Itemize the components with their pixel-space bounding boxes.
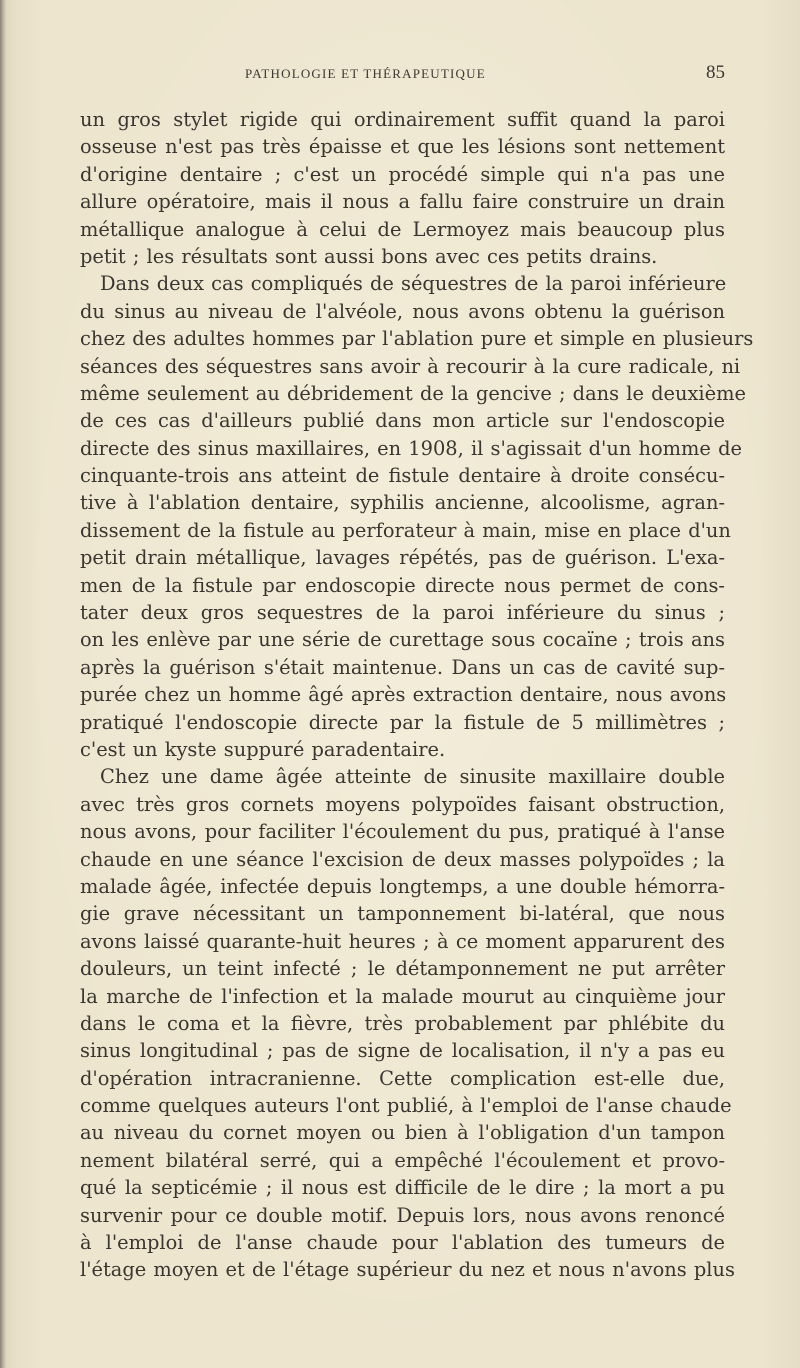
text-line: métallique analogue à celui de Lermoyez mais beaucoup plus [80, 217, 725, 241]
text-line: séances des séquestres sans avoir à recourir à la cure radicale, ni [80, 354, 741, 378]
text-line: survenir pour ce double motif. Depuis lors, nous avons renoncé [80, 1203, 725, 1227]
text-line: purée chez un homme âgé après extraction dentaire, nous avons [80, 683, 727, 707]
text-line: tive à l'ablation dentaire, syphilis ancienne, alcoolisme, agran- [80, 491, 725, 515]
text-line: après la guérison s'était maintenue. Dans un cas de cavité sup- [80, 655, 725, 679]
text-line: sinus longitudinal ; pas de signe de localisation, il n'y a pas eu [80, 1039, 725, 1063]
text-line: d'opération intracranienne. Cette complication est-elle due, [80, 1066, 725, 1090]
page-number: 85 [706, 62, 725, 83]
text-line: l'étage moyen et de l'étage supérieur du nez et nous n'avons plus [80, 1258, 735, 1282]
text-line: à l'emploi de l'anse chaude pour l'ablation des tumeurs de [80, 1231, 725, 1255]
text-line: petit drain métallique, lavages répétés, pas de guérison. L'exa- [80, 546, 725, 570]
running-head: PATHOLOGIE ET THÉRAPEUTIQUE [245, 66, 486, 81]
text-line: qué la septicémie ; il nous est difficile de le dire ; la mort a pu [80, 1176, 725, 1200]
text-line: un gros stylet rigide qui ordinairement suffit quand la paroi [80, 108, 725, 131]
text-line: au niveau du cornet moyen ou bien à l'obligation d'un tampon [80, 1121, 725, 1145]
text-line: avec très gros cornets moyens polypoïdes faisant obstruction, [80, 792, 725, 816]
text-line: petit ; les résultats sont aussi bons avec ces petits drains. [80, 244, 658, 268]
text-line: de ces cas d'ailleurs publié dans mon article sur l'endoscopie [80, 409, 725, 433]
text-line: cinquante-trois ans atteint de fistule dentaire à droite consécu- [80, 464, 725, 488]
text-line: nement bilatéral serré, qui a empêché l'écoulement et provo- [80, 1148, 725, 1172]
text-line: douleurs, un teint infecté ; le détamponnement ne put arrêter [80, 957, 725, 981]
text-line: pratiqué l'endoscopie directe par la fistule de 5 millimètres ; [80, 710, 725, 734]
text-line: malade âgée, infectée depuis longtemps, a une double hémorra- [80, 874, 725, 898]
text-line: gie grave nécessitant un tamponnement bi-latéral, que nous [80, 902, 725, 926]
text-line: dans le coma et la fièvre, très probablement par phlébite du [80, 1011, 725, 1035]
text-line: Dans deux cas compliqués de séquestres de la paroi inférieure [100, 272, 727, 296]
page-header [80, 62, 725, 86]
text-line: avons laissé quarante-huit heures ; à ce moment apparurent des [80, 929, 725, 953]
text-line: la marche de l'infection et la malade mourut au cinquième jour [80, 984, 725, 1008]
text-line: directe des sinus maxillaires, en 1908, il s'agissait d'un homme de [80, 436, 742, 460]
text-line: dissement de la fistule au perforateur à main, mise en place d'un [80, 518, 731, 542]
text-line: tater deux gros sequestres de la paroi inférieure du sinus ; [80, 601, 725, 625]
text-line: men de la fistule par endoscopie directe nous permet de cons- [80, 573, 725, 597]
text-line: nous avons, pour faciliter l'écoulement du pus, pratiqué à l'anse [80, 820, 725, 844]
text-line: du sinus au niveau de l'alvéole, nous avons obtenu la guérison [80, 299, 725, 323]
text-line: osseuse n'est pas très épaisse et que les lésions sont nettement [80, 135, 725, 159]
text-line: chez des adultes hommes par l'ablation pure et simple en plusieurs [80, 327, 754, 351]
text-line: on les enlève par une série de curettage sous cocaïne ; trois ans [80, 628, 725, 652]
page-spine-shadow [0, 0, 6, 1368]
text-line: c'est un kyste suppuré paradentaire. [80, 737, 446, 761]
text-line: même seulement au débridement de la gencive ; dans le deuxième [80, 381, 746, 405]
text-line: chaude en une séance l'excision de deux masses polypoïdes ; la [80, 847, 725, 871]
text-line: d'origine dentaire ; c'est un procédé simple qui n'a pas une [80, 162, 725, 186]
text-line: comme quelques auteurs l'ont publié, à l'emploi de l'anse chaude [80, 1094, 732, 1118]
text-line: Chez une dame âgée atteinte de sinusite maxillaire double [100, 765, 725, 789]
body-text [80, 106, 754, 1284]
text-line: allure opératoire, mais il nous a fallu faire construire un drain [80, 190, 725, 214]
